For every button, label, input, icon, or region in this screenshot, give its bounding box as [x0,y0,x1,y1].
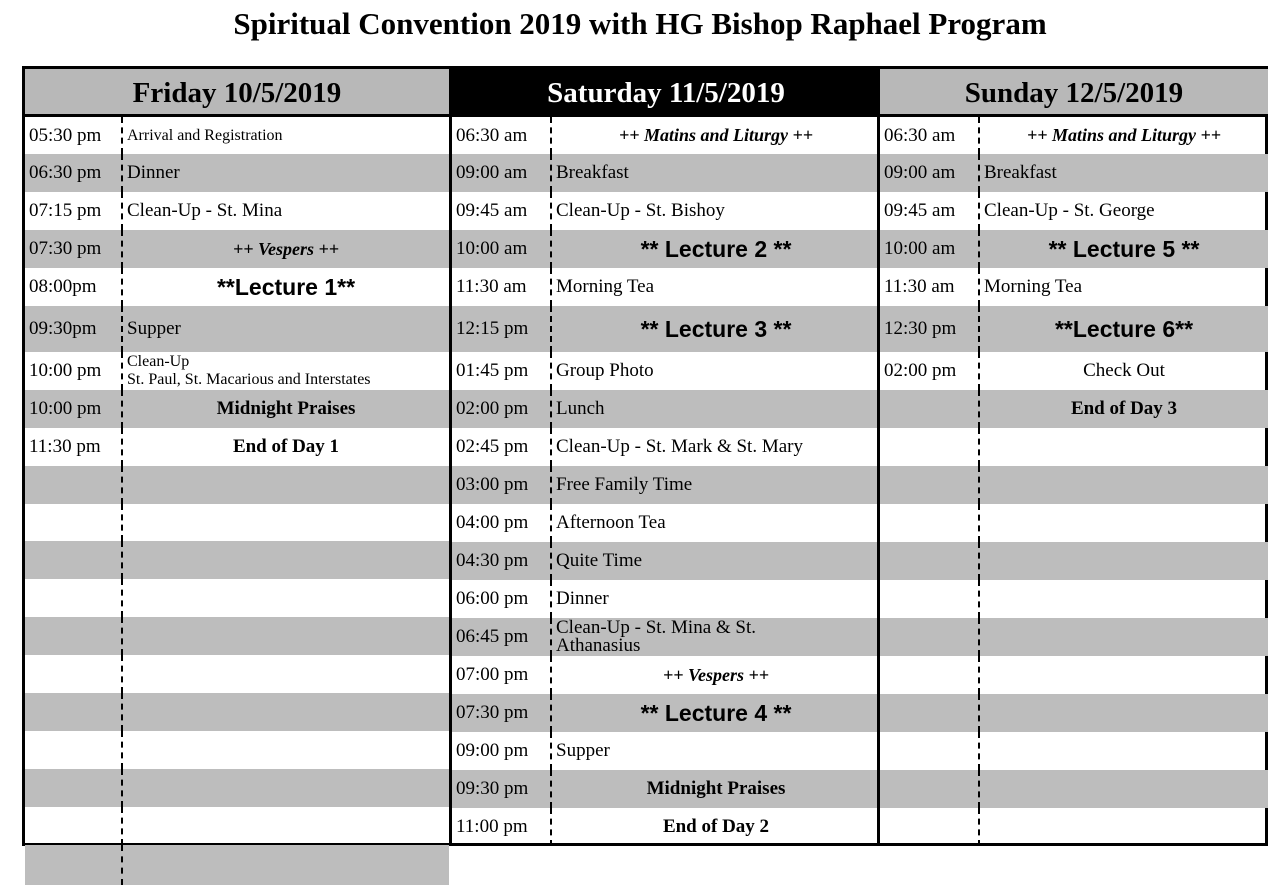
schedule-row [880,694,1268,732]
schedule-row [25,192,449,230]
schedule-row [25,230,449,268]
time-cell: 07:00 pm [452,656,552,694]
activity-cell [980,808,1268,846]
time-cell: 08:00pm [25,268,123,306]
schedule-table [22,66,1268,846]
time-cell [25,845,123,885]
schedule-row [25,390,449,428]
schedule-row [452,732,880,770]
time-cell [880,390,980,428]
time-cell [880,732,980,770]
schedule-row [880,352,1268,390]
activity-cell: Morning Tea [984,276,1083,297]
schedule-row [880,230,1268,268]
time-cell [880,542,980,580]
time-cell: 06:30 pm [25,154,123,192]
time-cell: 12:15 pm [452,306,552,352]
activity-cell: Breakfast [556,162,629,183]
activity-cell: Dinner [556,588,609,609]
time-cell [25,466,123,504]
day-column-saturday [449,69,880,843]
time-cell [25,655,123,693]
day-header: Friday 10/5/2019 [25,69,449,117]
activity-cell: Clean-Up - St. Mina [127,200,283,221]
time-cell: 01:45 pm [452,352,552,390]
activity-cell [980,656,1268,694]
time-cell: 07:30 pm [25,230,123,268]
schedule-row [452,230,880,268]
schedule-row [25,268,449,306]
schedule-row [452,580,880,618]
time-cell: 11:00 pm [452,808,552,846]
schedule-row [452,694,880,732]
schedule-row [25,579,449,617]
activity-cell: Afternoon Tea [556,512,666,533]
time-cell: 06:30 am [880,117,980,154]
activity-cell [552,618,880,656]
activity-cell [123,617,449,655]
activity-cell [980,770,1268,808]
time-cell: 02:00 pm [452,390,552,428]
activity-cell [980,466,1268,504]
time-cell: 12:30 pm [880,306,980,352]
activity-cell: End of Day 3 [1070,398,1178,419]
time-cell [880,466,980,504]
time-cell: 04:30 pm [452,542,552,580]
activity-cell [980,694,1268,732]
schedule-row [880,770,1268,808]
activity-line-2: St. Paul, St. Macarious and Interstates [127,371,371,388]
activity-cell: ** Lecture 4 ** [640,699,792,726]
time-cell [25,731,123,769]
schedule-row [880,656,1268,694]
day-column-friday [25,69,449,843]
time-cell: 02:45 pm [452,428,552,466]
day-rows [452,117,880,846]
schedule-row [25,154,449,192]
time-cell: 09:00 am [880,154,980,192]
time-cell [25,541,123,579]
schedule-row [452,808,880,846]
activity-cell: ++ Matins and Liturgy ++ [1026,125,1222,145]
activity-cell: Arrival and Registration [127,126,283,144]
schedule-row [452,656,880,694]
activity-cell: Supper [127,318,181,339]
schedule-row [25,541,449,579]
activity-cell [980,504,1268,542]
time-cell: 11:30 am [452,268,552,306]
activity-cell [123,579,449,617]
activity-cell [123,541,449,579]
schedule-row [880,192,1268,230]
activity-cell: **Lecture 6** [1054,315,1194,342]
time-cell [25,807,123,845]
activity-cell [123,466,449,504]
schedule-row [452,268,880,306]
activity-cell: ++ Matins and Liturgy ++ [618,125,814,145]
schedule-row [25,352,449,390]
activity-cell: End of Day 1 [232,436,340,457]
schedule-row [880,268,1268,306]
activity-cell: Breakfast [984,162,1057,183]
time-cell: 03:00 pm [452,466,552,504]
time-cell: 10:00 am [452,230,552,268]
schedule-row [880,808,1268,846]
time-cell [25,504,123,541]
time-cell: 09:30 pm [452,770,552,808]
schedule-row [452,466,880,504]
schedule-row [452,428,880,466]
schedule-row [880,428,1268,466]
time-cell [25,769,123,807]
activity-cell: Midnight Praises [216,398,356,419]
schedule-row [452,352,880,390]
schedule-row [25,428,449,466]
time-cell: 07:15 pm [25,192,123,230]
schedule-row [452,618,880,656]
schedule-row [25,117,449,154]
schedule-row [25,731,449,769]
schedule-row [880,466,1268,504]
time-cell [880,770,980,808]
activity-cell [980,732,1268,770]
activity-cell [123,807,449,845]
schedule-row [880,154,1268,192]
time-cell: 09:00 am [452,154,552,192]
time-cell [880,504,980,542]
activity-line-1: Clean-Up [127,353,190,370]
time-cell: 06:30 am [452,117,552,154]
schedule-row [25,504,449,541]
time-cell: 10:00 pm [25,352,123,390]
schedule-row [452,542,880,580]
activity-cell: Dinner [127,162,180,183]
activity-cell: Clean-Up - St. Mark & St. Mary [556,436,803,457]
schedule-row [880,618,1268,656]
time-cell: 10:00 pm [25,390,123,428]
time-cell [880,694,980,732]
time-cell [880,428,980,466]
time-cell: 05:30 pm [25,117,123,154]
day-header: Sunday 12/5/2019 [880,69,1268,117]
schedule-row [25,769,449,807]
time-cell: 02:00 pm [880,352,980,390]
activity-cell [980,580,1268,618]
schedule-row [25,693,449,731]
schedule-row [880,580,1268,618]
activity-cell: ++ Vespers ++ [662,664,770,685]
time-cell: 06:00 pm [452,580,552,618]
page-title: Spiritual Convention 2019 with HG Bishop Raphael Program [233,6,1047,41]
activity-cell: ** Lecture 2 ** [640,235,792,262]
time-cell: 11:30 am [880,268,980,306]
schedule-row [25,655,449,693]
activity-cell: **Lecture 1** [216,273,356,300]
time-cell: 09:45 am [452,192,552,230]
time-cell: 06:45 pm [452,618,552,656]
activity-cell: ** Lecture 5 ** [1048,235,1200,262]
activity-cell [123,655,449,693]
day-column-sunday [877,69,1268,843]
activity-line-2: Athanasius [556,635,641,656]
schedule-row [452,390,880,428]
time-cell [880,656,980,694]
time-cell: 09:00 pm [452,732,552,770]
time-cell [880,618,980,656]
time-cell: 09:30pm [25,306,123,352]
schedule-row [452,504,880,542]
activity-cell [980,618,1268,656]
schedule-row [452,770,880,808]
activity-cell [123,504,449,541]
day-header: Saturday 11/5/2019 [452,69,880,117]
schedule-row [25,617,449,655]
activity-cell: Clean-Up - St. Bishoy [556,200,725,221]
schedule-row [25,845,449,885]
time-cell: 04:00 pm [452,504,552,542]
schedule-row [880,732,1268,770]
activity-cell [123,693,449,731]
schedule-row [880,390,1268,428]
schedule-row [25,306,449,352]
day-rows [25,117,449,885]
activity-cell [123,731,449,769]
schedule-row [25,466,449,504]
activity-cell: End of Day 2 [662,816,770,837]
activity-cell [123,769,449,807]
activity-cell: Quite Time [556,550,643,571]
activity-cell: Morning Tea [556,276,655,297]
schedule-row [880,306,1268,352]
schedule-row [880,542,1268,580]
activity-cell: Supper [556,740,610,761]
time-cell: 09:45 am [880,192,980,230]
schedule-row [880,504,1268,542]
day-rows [880,117,1268,846]
time-cell: 10:00 am [880,230,980,268]
time-cell: 11:30 pm [25,428,123,466]
time-cell [25,693,123,731]
activity-cell: Midnight Praises [646,778,786,799]
activity-cell [980,542,1268,580]
activity-cell: Group Photo [556,360,654,381]
activity-cell: Free Family Time [556,474,693,495]
time-cell [880,808,980,846]
schedule-row [452,306,880,352]
activity-line-1: Clean-Up - St. Mina & St. [556,618,757,638]
activity-cell [123,352,449,390]
schedule-row [880,117,1268,154]
time-cell [25,617,123,655]
time-cell: 07:30 pm [452,694,552,732]
activity-cell: ++ Vespers ++ [232,238,340,259]
activity-cell: ** Lecture 3 ** [640,315,792,342]
schedule-row [452,154,880,192]
activity-cell: Clean-Up - St. George [984,200,1155,221]
activity-cell [980,428,1268,466]
schedule-row [452,192,880,230]
time-cell [880,580,980,618]
activity-cell: Lunch [556,398,605,419]
activity-cell: Check Out [1083,360,1165,381]
schedule-row [452,117,880,154]
time-cell [25,579,123,617]
activity-cell [123,845,449,885]
schedule-row [25,807,449,845]
